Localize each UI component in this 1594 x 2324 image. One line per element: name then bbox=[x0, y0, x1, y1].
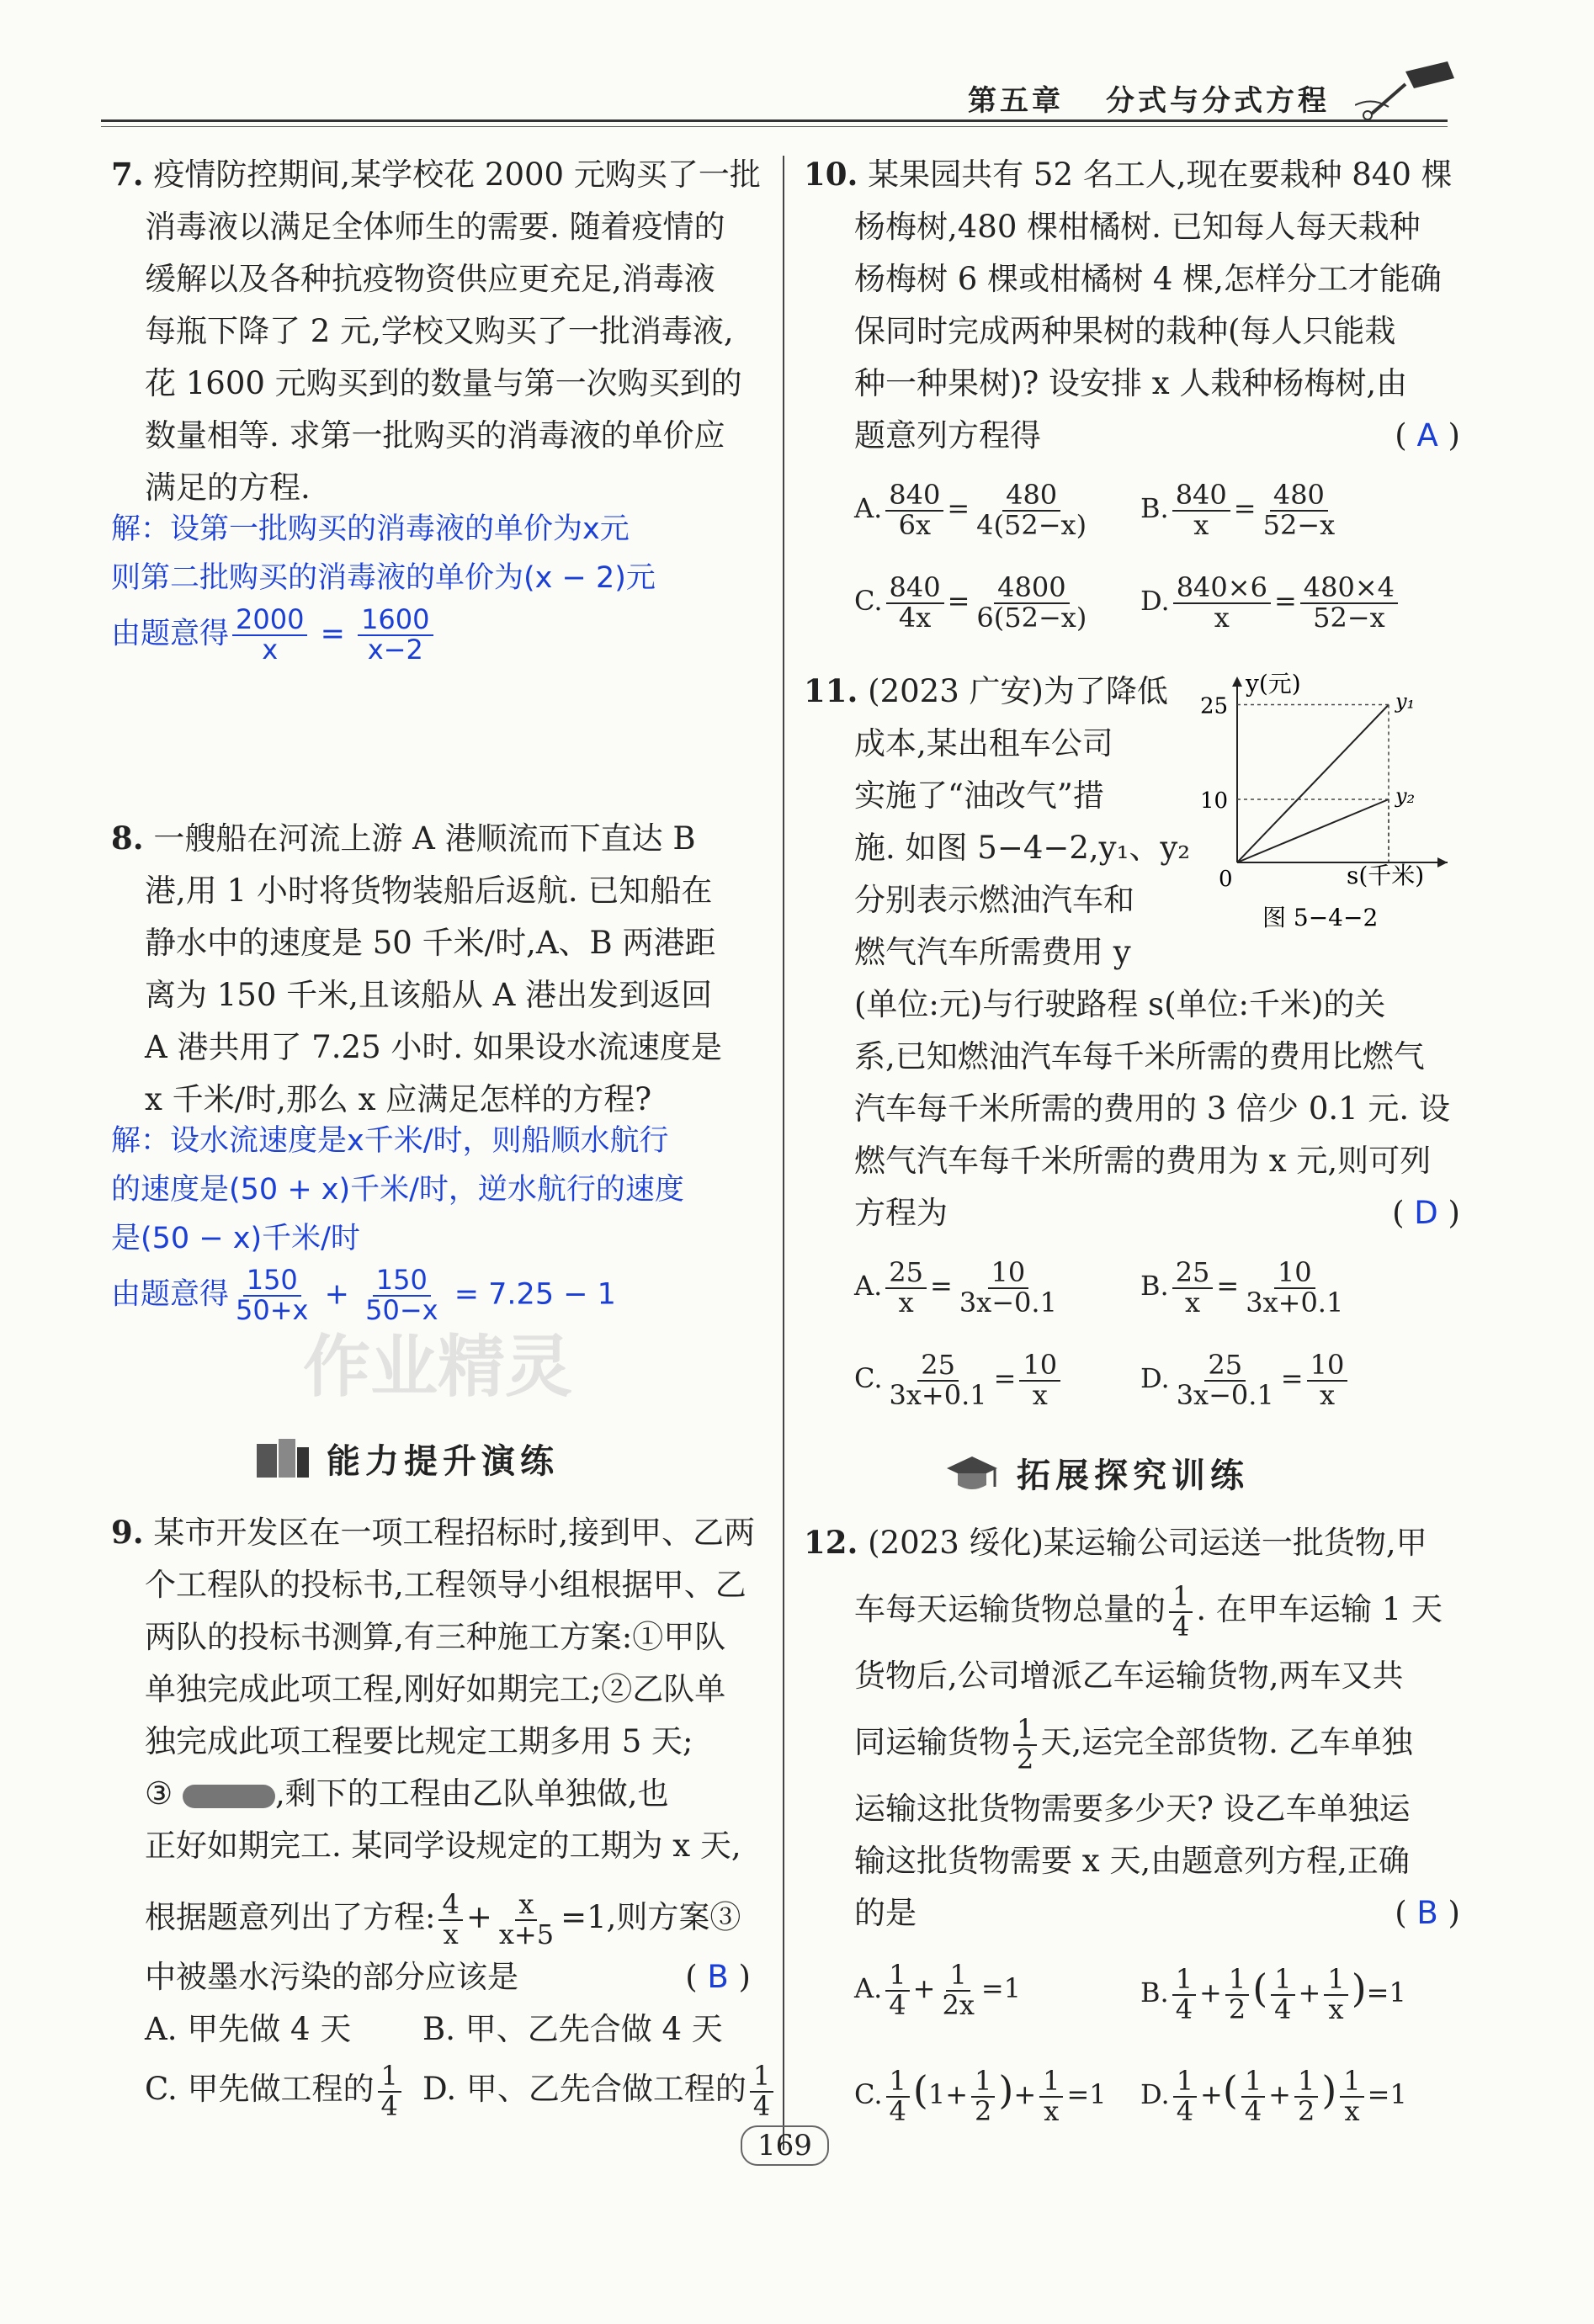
q12-line: 天,运完全部货物. 乙车单独 bbox=[1040, 1724, 1413, 1760]
q12-answer: B bbox=[1416, 1895, 1438, 1931]
frac-num: 1 bbox=[1039, 2067, 1063, 2098]
q9-line: 根据题意列出了方程: bbox=[145, 1899, 436, 1935]
q11-line: 系,已知燃油汽车每千米所需的费用比燃气 bbox=[854, 1038, 1425, 1074]
q8-line: 离为 150 千米,且该船从 A 港出发到返回 bbox=[145, 977, 713, 1013]
plus-sign: + bbox=[1298, 1976, 1321, 2008]
frac-den: 3x+0.1 bbox=[1246, 1286, 1344, 1319]
chart-y-label: y(元) bbox=[1246, 670, 1301, 698]
q12-line: . 在甲车运输 1 天 bbox=[1196, 1591, 1443, 1627]
q9-frac-den: x bbox=[443, 1918, 459, 1950]
q7-equals: = bbox=[320, 617, 345, 651]
q8-answer-line: 解：设水流速度是x千米/时，则船顺水航行 bbox=[111, 1124, 669, 1158]
frac-den: x bbox=[1032, 1378, 1048, 1411]
equals-one: =1 bbox=[1367, 2078, 1407, 2110]
q7-answer bbox=[111, 505, 656, 664]
q7-line: 疫情防控期间,某学校花 2000 元购买了一批 bbox=[153, 157, 761, 193]
y-tick-label: 25 bbox=[1200, 693, 1229, 719]
q11-line: 汽车每千米所需的费用的 3 倍少 0.1 元. 设 bbox=[854, 1090, 1450, 1127]
x-axis-arrow bbox=[1437, 857, 1448, 868]
chapter-title: 分式与分式方程 bbox=[1106, 84, 1330, 118]
frac-num: 840 bbox=[885, 481, 943, 512]
q11-line: 成本,某出租车公司 bbox=[854, 725, 1113, 761]
q7-line: 数量相等. 求第一批购买的消毒液的单价应 bbox=[145, 417, 725, 454]
frac-num: 840 bbox=[886, 574, 944, 604]
q9-number: 9. bbox=[111, 1514, 144, 1551]
q11-option-label: D. bbox=[1140, 1362, 1170, 1394]
q9-frac-den: 4 bbox=[380, 2089, 398, 2122]
frac-den: 2 bbox=[1017, 1743, 1034, 1775]
series-label: y₁ bbox=[1395, 689, 1416, 714]
frac-den: 3x−0.1 bbox=[959, 1286, 1057, 1319]
question-11: 11. (2023 广安)为了降低 成本,某出租车公司 实施了“油改气”措 施. 如图 5−4−2,y₁、y₂ 分别表示燃油汽车和 燃气汽车所需费用 y (单位:元)与行驶路程 s(单位:千米)的关 系,已知燃油汽车每千米所需的费用比燃气 汽车每千米所需的费用的 3 倍少 0.1 元. 设 燃气汽车每千米所需的费用为 x 元,则可列 方程为 ( D ) A. $\frac{25}{x}$ = $\frac{10}{3x-0.1}$ B. $\frac{25}{x}$ = $\frac{10}{3x+0.1}$ C. $\frac{25}{3x+0.1}$ = $\frac{10}{x}$ D. $\frac{25}{3x-0.1}$ = $\frac{10}{x}$ bbox=[804, 672, 1460, 1411]
chart-x-label: s(千米) bbox=[1347, 862, 1425, 889]
q11-answer: D bbox=[1414, 1195, 1438, 1231]
frac-den: 6x bbox=[898, 508, 932, 541]
frac-num: 1 bbox=[1173, 2067, 1197, 2098]
question-7 bbox=[111, 148, 761, 514]
q9-line: 个工程队的投标书,工程领导小组根据甲、乙 bbox=[145, 1567, 747, 1603]
plus-sign: + bbox=[1268, 2078, 1291, 2110]
frac-num: 4800 bbox=[994, 574, 1069, 604]
q10-line: 题意列方程得 bbox=[854, 417, 1041, 454]
q10-option-label: A. bbox=[854, 492, 883, 524]
q12-line: 的是 bbox=[854, 1895, 917, 1931]
q12-number: 12. bbox=[804, 1524, 858, 1561]
frac-den: 3x+0.1 bbox=[889, 1378, 987, 1411]
page-number bbox=[741, 2129, 829, 2162]
frac-num: 1 bbox=[946, 1961, 970, 1992]
q8-plus: + bbox=[324, 1277, 349, 1312]
chart-caption: 图 5−4−2 bbox=[1262, 904, 1379, 931]
q9-line: 独完成此项工程要比规定工期多用 5 天; bbox=[145, 1723, 693, 1759]
frac-den: 4 bbox=[889, 2094, 906, 2127]
frac-num: 1 bbox=[885, 1961, 909, 1992]
q8-line: 港,用 1 小时将货物装船后返航. 已知船在 bbox=[145, 873, 713, 909]
frac-num: 25 bbox=[1204, 1351, 1246, 1382]
right-paren: ) bbox=[1351, 1966, 1367, 2011]
q10-answer: A bbox=[1416, 417, 1438, 454]
frac-num: 1 bbox=[1294, 2067, 1318, 2098]
frac-den: 4 bbox=[889, 1988, 906, 2021]
header-rule-thin bbox=[101, 126, 1448, 127]
question-10: 10. 某果园共有 52 名工人,现在要栽种 840 棵 杨梅树,480 棵柑橘树. 已知每人每天栽种 杨梅树 6 棵或柑橘树 4 棵,怎样分工才能确 保同时完成两种果树的栽种(每人只能栽 种一种果树)? 设安排 x 人栽种杨梅树,由 题意列方程得 ( A ) A. $\frac{840}{6x}$ = $\frac{480}{4(52-x)}$ B. $\frac{840}{x}$ = $\frac{480}{52-x}$ C. $\frac{840}{4x}$ = $\frac{4800}{6(52-x)}$ D. $\frac{840\times 6}{x}$ = $\frac{480\times 4}{52-x}$ bbox=[804, 156, 1460, 634]
q10-option-label: B. bbox=[1140, 492, 1169, 524]
frac-den: 2 bbox=[975, 2094, 992, 2127]
frac-num: 1 bbox=[1340, 2067, 1363, 2098]
frac-den: 2x bbox=[942, 1988, 975, 2021]
q10-line: 种一种果树)? 设安排 x 人栽种杨梅树,由 bbox=[854, 365, 1408, 401]
frac-num: 25 bbox=[885, 1259, 927, 1289]
frac-den: x bbox=[1185, 1286, 1201, 1319]
q7-answer-line: 则第二批购买的消毒液的单价为(x − 2)元 bbox=[111, 561, 656, 595]
q9-line: =1,则方案③ bbox=[561, 1899, 741, 1935]
q7-frac-den: x bbox=[262, 633, 279, 666]
left-paren: ( bbox=[1222, 2067, 1238, 2113]
frac-den: x bbox=[1319, 1378, 1335, 1411]
frac-num: 1 bbox=[1172, 1966, 1196, 1996]
q7-line: 满足的方程. bbox=[145, 470, 311, 506]
section-explore bbox=[943, 1449, 1249, 1497]
q9-frac-num: 1 bbox=[750, 2062, 773, 2093]
q12-line: 同运输货物 bbox=[854, 1724, 1010, 1760]
graduation-cap-icon bbox=[943, 1450, 1002, 1497]
q9-option-b: B. 甲、乙先合做 4 天 bbox=[422, 2011, 723, 2047]
q7-line: 消毒液以满足全体师生的需要. 随着疫情的 bbox=[145, 209, 725, 245]
frac-den: x bbox=[898, 1286, 914, 1319]
chapter-number: 第五章 bbox=[968, 84, 1064, 118]
q7-answer-prefix: 由题意得 bbox=[111, 617, 230, 651]
watermark: 作业精灵 bbox=[303, 1328, 572, 1406]
books-icon bbox=[252, 1435, 311, 1483]
q7-line: 缓解以及各种抗疫物资供应更充足,消毒液 bbox=[145, 261, 715, 297]
q9-option-c: C. 甲先做工程的 bbox=[145, 2071, 375, 2107]
frac-num: 1 bbox=[1013, 1716, 1037, 1746]
q7-frac-num: 2000 bbox=[232, 606, 307, 636]
q11-number: 11. bbox=[804, 672, 858, 709]
q8-frac-den: 50+x bbox=[236, 1293, 309, 1326]
q10-number: 10. bbox=[804, 156, 858, 193]
q7-number: 7. bbox=[111, 156, 144, 193]
frac-num: 25 bbox=[917, 1351, 959, 1382]
q9-frac-den: 4 bbox=[752, 2089, 771, 2122]
frac-den: 52−x bbox=[1313, 601, 1385, 634]
q9-line: 两队的投标书测算,有三种施工方案:①甲队 bbox=[145, 1619, 726, 1655]
frac-den: 4 bbox=[1172, 1610, 1190, 1642]
plus-sign: + bbox=[1199, 1976, 1222, 2008]
q10-line: 某果园共有 52 名工人,现在要栽种 840 棵 bbox=[868, 157, 1453, 193]
frac-num: 1 bbox=[971, 2067, 995, 2098]
q8-answer-line: 是(50 − x)千米/时 bbox=[111, 1222, 360, 1255]
q7-frac-den: x−2 bbox=[367, 633, 423, 666]
q10-line: 保同时完成两种果树的栽种(每人只能栽 bbox=[854, 313, 1396, 349]
q9-line: ,剩下的工程由乙队单独做,也 bbox=[274, 1775, 669, 1812]
frac-den: 3x−0.1 bbox=[1176, 1378, 1274, 1411]
frac-num: 1 bbox=[886, 2067, 910, 2098]
q8-line: x 千米/时,那么 x 应满足怎样的方程? bbox=[145, 1081, 652, 1117]
q8-line: 静水中的速度是 50 千米/时,A、B 两港距 bbox=[145, 925, 716, 961]
frac-num: 840×6 bbox=[1173, 574, 1271, 604]
q11-line: 燃气汽车所需费用 y bbox=[854, 934, 1131, 970]
frac-num: 480 bbox=[1270, 481, 1328, 512]
q9-circle-three: ③ bbox=[145, 1775, 173, 1812]
frac-num: 480×4 bbox=[1300, 574, 1398, 604]
frac-num: 1 bbox=[1271, 1966, 1294, 1996]
q9-plus: + bbox=[465, 1899, 492, 1935]
frac-num: 10 bbox=[1019, 1351, 1060, 1382]
q8-number: 8. bbox=[111, 820, 144, 857]
q11-option-label: A. bbox=[854, 1270, 883, 1302]
left-paren: ( bbox=[1252, 1966, 1268, 2011]
q10-line: 杨梅树 6 棵或柑橘树 4 棵,怎样分工才能确 bbox=[854, 261, 1442, 297]
series-line-2 bbox=[1237, 799, 1389, 862]
ink-blot bbox=[183, 1785, 275, 1808]
header-rule bbox=[101, 119, 1448, 122]
one-plus: 1+ bbox=[927, 2078, 968, 2110]
q11-line: 施. 如图 5−4−2,y₁、y₂ bbox=[854, 830, 1191, 866]
series-line-1 bbox=[1237, 705, 1389, 863]
equals-one: =1 bbox=[1366, 1976, 1406, 2008]
q12-line: 输这批货物需要 x 天,由题意列方程,正确 bbox=[854, 1843, 1410, 1879]
q11-line: (2023 广安)为了降低 bbox=[868, 673, 1168, 709]
frac-num: 10 bbox=[1307, 1351, 1348, 1382]
question-12: 12. (2023 绥化)某运输公司运送一批货物,甲 车每天运输货物总量的 $\frac{1}{4}$ . 在甲车运输 1 天 货物后,公司增派乙车运输货物,两车又共 同运输货物 $\frac{1}{2}$ 天,运完全部货物. 乙车单独 运输这批货物需要多少天? 设乙车单独运 输这批货物需要 x 天,由题意列方程,正确 的是 ( B ) A. $\frac{1}{4}$ + $\frac{1}{2x}$ =1 B. $\frac{1}{4}$ + $\frac{1}{2}$ ( $\frac{1}{4}$ + $\frac{1}{x}$ )=1 C. $\frac{1}{4}$ (1+ $\frac{1}{2}$ )+ $\frac{1}{x}$ =1 D. $\frac{1}{4}$ +( $\frac{1}{4}$ + $\frac{1}{2}$ ) $\frac{1}{x}$ =1 bbox=[804, 1524, 1460, 2127]
q8-frac-num: 150 bbox=[243, 1266, 301, 1297]
frac-num: 1 bbox=[1324, 1966, 1347, 1996]
series-label: y₂ bbox=[1395, 784, 1416, 808]
q12-option-label: A. bbox=[854, 1972, 883, 2004]
plus-sign: + bbox=[1200, 2078, 1223, 2110]
question-8 bbox=[111, 812, 722, 1126]
plus-sign: + bbox=[912, 1972, 936, 2004]
q10-line: 杨梅树,480 棵柑橘树. 已知每人每天栽种 bbox=[854, 209, 1421, 245]
q11-line: 燃气汽车每千米所需的费用为 x 元,则可列 bbox=[854, 1143, 1432, 1179]
graduation-pen-icon bbox=[1355, 55, 1464, 122]
q12-option-label: C. bbox=[854, 2078, 883, 2110]
q12-option-label: D. bbox=[1140, 2078, 1170, 2110]
q9-frac-num: x bbox=[515, 1891, 537, 1921]
q11-line: 分别表示燃油汽车和 bbox=[854, 882, 1134, 918]
frac-num: 10 bbox=[988, 1259, 1029, 1289]
origin-label: 0 bbox=[1219, 867, 1233, 892]
frac-num: 1 bbox=[1241, 2067, 1265, 2098]
frac-den: 2 bbox=[1228, 1992, 1246, 2025]
frac-den: 4x bbox=[898, 601, 932, 634]
plus-sign: + bbox=[1013, 2078, 1037, 2110]
q12-option-label: B. bbox=[1140, 1976, 1169, 2008]
y-tick-label: 10 bbox=[1200, 788, 1229, 814]
q7-line: 花 1600 元购买到的数量与第一次购买到的 bbox=[145, 365, 742, 401]
frac-den: 52−x bbox=[1262, 508, 1336, 541]
q11-line: 实施了“油改气”措 bbox=[854, 777, 1104, 814]
frac-num: 10 bbox=[1274, 1259, 1315, 1289]
section-title: 能力提升演练 bbox=[327, 1442, 559, 1481]
frac-den: x bbox=[1328, 1992, 1344, 2025]
q7-answer-line: 解：设第一批购买的消毒液的单价为x元 bbox=[111, 512, 630, 546]
q9-line: 正好如期完工. 某同学设规定的工期为 x 天, bbox=[145, 1828, 741, 1864]
frac-num: 1 bbox=[1225, 1966, 1249, 1996]
frac-den: x bbox=[1044, 2094, 1060, 2127]
q9-frac-den: x+5 bbox=[498, 1918, 555, 1950]
q11-line: (单位:元)与行驶路程 s(单位:千米)的关 bbox=[854, 986, 1386, 1022]
q8-answer-prefix: 由题意得 bbox=[111, 1277, 230, 1312]
q12-line: (2023 绥化)某运输公司运送一批货物,甲 bbox=[868, 1525, 1427, 1561]
right-paren: ) bbox=[998, 2067, 1014, 2113]
frac-den: 2 bbox=[1297, 2094, 1315, 2127]
q11-option-label: B. bbox=[1140, 1270, 1169, 1302]
frac-num: 840 bbox=[1172, 481, 1230, 512]
frac-num: 480 bbox=[1002, 481, 1060, 512]
q8-answer bbox=[111, 1117, 684, 1324]
frac-den: 4 bbox=[1274, 1992, 1292, 2025]
column-divider bbox=[783, 156, 784, 2150]
right-paren: ) bbox=[1321, 2067, 1337, 2113]
left-paren: ( bbox=[912, 2067, 928, 2113]
q9-frac-num: 4 bbox=[438, 1891, 462, 1921]
q11-option-label: C. bbox=[854, 1362, 883, 1394]
q11-line: 方程为 bbox=[854, 1195, 948, 1231]
frac-den: x bbox=[1214, 601, 1230, 634]
equals-one: =1 bbox=[980, 1972, 1022, 2004]
q8-answer-line: 的速度是(50 + x)千米/时，逆水航行的速度 bbox=[111, 1173, 684, 1207]
frac-num: 25 bbox=[1172, 1259, 1214, 1289]
q12-line: 运输这批货物需要多少天? 设乙车单独运 bbox=[854, 1791, 1411, 1827]
section-title: 拓展探究训练 bbox=[1017, 1456, 1249, 1495]
frac-den: 6(52−x) bbox=[976, 601, 1087, 634]
q7-frac-num: 1600 bbox=[358, 606, 433, 636]
q12-line: 车每天运输货物总量的 bbox=[854, 1591, 1166, 1627]
q10-option-label: D. bbox=[1140, 585, 1170, 617]
q10-option-label: C. bbox=[854, 585, 883, 617]
q7-line: 每瓶下降了 2 元,学校又购买了一批消毒液, bbox=[145, 313, 734, 349]
frac-den: 4(52−x) bbox=[976, 508, 1087, 541]
q12-line: 货物后,公司增派乙车运输货物,两车又共 bbox=[854, 1658, 1404, 1694]
q9-line: 中被墨水污染的部分应该是 bbox=[145, 1959, 518, 1995]
frac-den: 4 bbox=[1176, 2094, 1194, 2127]
frac-den: x bbox=[1193, 508, 1209, 541]
frac-den: 4 bbox=[1175, 1992, 1193, 2025]
cost-distance-chart bbox=[1178, 665, 1464, 942]
q8-line: A 港共用了 7.25 小时. 如果设水流速度是 bbox=[145, 1029, 722, 1065]
q9-option-d: D. 甲、乙先合做工程的 bbox=[422, 2071, 747, 2107]
section-ability bbox=[252, 1435, 559, 1483]
q8-rhs: = 7.25 − 1 bbox=[454, 1277, 616, 1312]
page-number-text: 169 bbox=[741, 2125, 829, 2166]
question-9: 9. 某市开发区在一项工程招标时,接到甲、乙两 个工程队的投标书,工程领导小组根据甲、乙 两队的投标书测算,有三种施工方案:①甲队 单独完成此项工程,刚好如期完工;②乙队单 独完成此项工程要比规定工期多用 5 天; ③ ,剩下的工程由乙队单独做,也 正好如期完工. 某同学设规定的工期为 x 天, 根据题意列出了方程: $\frac{4}{x}$ + $\frac{x}{x+5}$ =1,则方案③ 中被墨水污染的部分应该是 ( B ) A. 甲先做 4 天 B. 甲、乙先合做 4 天 C. 甲先做工程的 $\frac{1}{4}$ D. 甲、乙先合做工程的 $\frac{1}{4}$ bbox=[111, 1506, 777, 2123]
y-axis-arrow bbox=[1232, 677, 1242, 687]
frac-num: 1 bbox=[1169, 1583, 1193, 1613]
q8-line: 一艘船在河流上游 A 港顺流而下直达 B bbox=[153, 820, 696, 857]
q9-line: 某市开发区在一项工程招标时,接到甲、乙两 bbox=[153, 1515, 756, 1551]
q8-frac-num: 150 bbox=[373, 1266, 431, 1297]
frac-den: 4 bbox=[1244, 2094, 1262, 2127]
q9-option-a: A. 甲先做 4 天 bbox=[145, 2011, 352, 2047]
q9-line: 单独完成此项工程,刚好如期完工;②乙队单 bbox=[145, 1671, 726, 1707]
equals-one: =1 bbox=[1066, 2078, 1107, 2110]
q8-frac-den: 50−x bbox=[365, 1293, 438, 1326]
q9-answer: B bbox=[707, 1959, 729, 1995]
q9-frac-num: 1 bbox=[378, 2062, 401, 2093]
frac-den: x bbox=[1344, 2094, 1360, 2127]
chapter-header bbox=[968, 77, 1330, 119]
